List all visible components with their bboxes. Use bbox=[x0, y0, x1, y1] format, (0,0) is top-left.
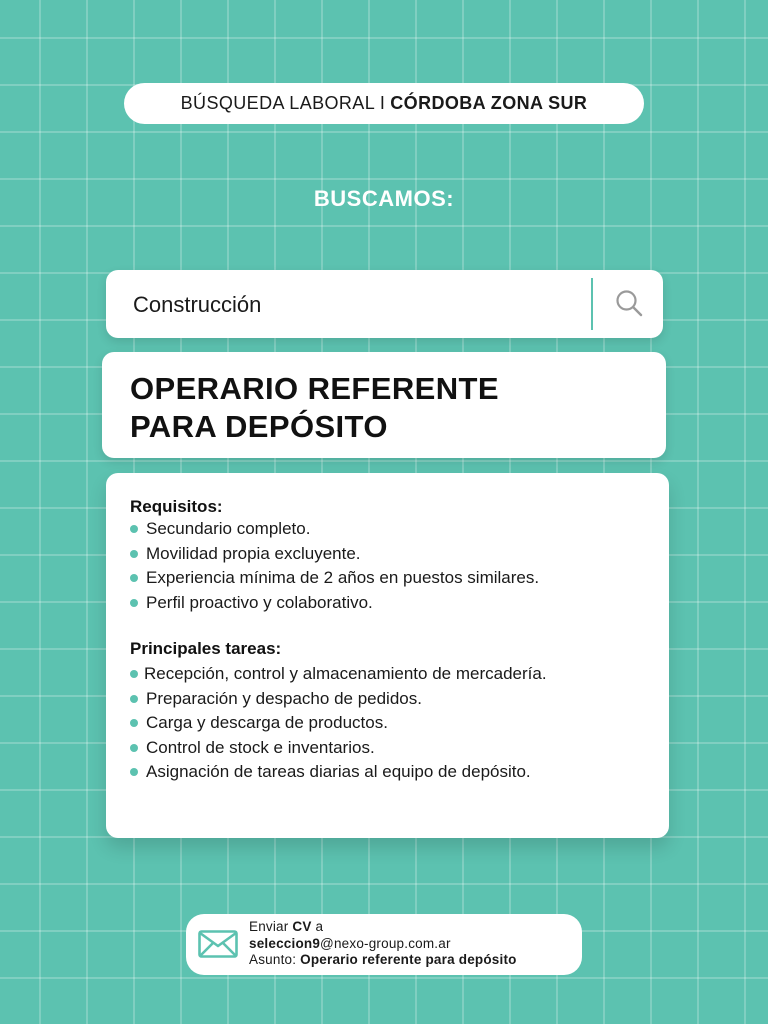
search-icon[interactable] bbox=[614, 288, 644, 318]
list-item: Control de stock e inventarios. bbox=[130, 736, 645, 761]
bullet-icon bbox=[130, 525, 138, 533]
header-location: CÓRDOBA ZONA SUR bbox=[390, 93, 588, 113]
list-item: Asignación de tareas diarias al equipo de depósito. bbox=[130, 760, 645, 785]
list-item: Preparación y despacho de pedidos. bbox=[130, 687, 645, 712]
header-label-prefix: BÚSQUEDA LABORAL I bbox=[180, 93, 386, 113]
job-title bbox=[130, 370, 499, 446]
bullet-icon bbox=[130, 744, 138, 752]
contact-send-line: Enviar CV a bbox=[249, 919, 324, 934]
contact-box bbox=[186, 914, 582, 975]
bullet-icon bbox=[130, 768, 138, 776]
bullet-icon bbox=[130, 550, 138, 558]
bullet-icon bbox=[130, 599, 138, 607]
requirements-list bbox=[130, 517, 645, 615]
requirements-title: Requisitos: bbox=[130, 497, 223, 516]
bullet-icon bbox=[130, 695, 138, 703]
mail-icon bbox=[198, 930, 238, 958]
job-title-line1: OPERARIO REFERENTE bbox=[130, 371, 499, 406]
tasks-list bbox=[130, 662, 645, 785]
header-badge bbox=[124, 83, 644, 124]
contact-text bbox=[249, 919, 517, 969]
bullet-icon bbox=[130, 574, 138, 582]
job-details-card bbox=[106, 473, 669, 838]
search-value: Construcción bbox=[133, 292, 262, 317]
tasks-title: Principales tareas: bbox=[130, 639, 282, 658]
list-item: Carga y descarga de productos. bbox=[130, 711, 645, 736]
job-title-line2: PARA DEPÓSITO bbox=[130, 409, 388, 444]
list-item: Experiencia mínima de 2 años en puestos similares. bbox=[130, 566, 645, 591]
search-bar[interactable] bbox=[106, 270, 663, 338]
bullet-icon bbox=[130, 719, 138, 727]
list-item: Movilidad propia excluyente. bbox=[130, 542, 645, 567]
list-item: Recepción, control y almacenamiento de mercadería. bbox=[130, 662, 645, 687]
search-divider bbox=[591, 278, 593, 330]
list-item: Secundario completo. bbox=[130, 517, 645, 542]
job-title-card bbox=[102, 352, 666, 458]
buscamos-heading: BUSCAMOS: bbox=[313, 186, 455, 211]
bullet-icon bbox=[130, 670, 138, 678]
contact-email[interactable]: seleccion9@nexo-group.com.ar bbox=[249, 935, 451, 951]
contact-subject: Asunto: Operario referente para depósito bbox=[249, 952, 517, 967]
list-item: Perfil proactivo y colaborativo. bbox=[130, 591, 645, 616]
